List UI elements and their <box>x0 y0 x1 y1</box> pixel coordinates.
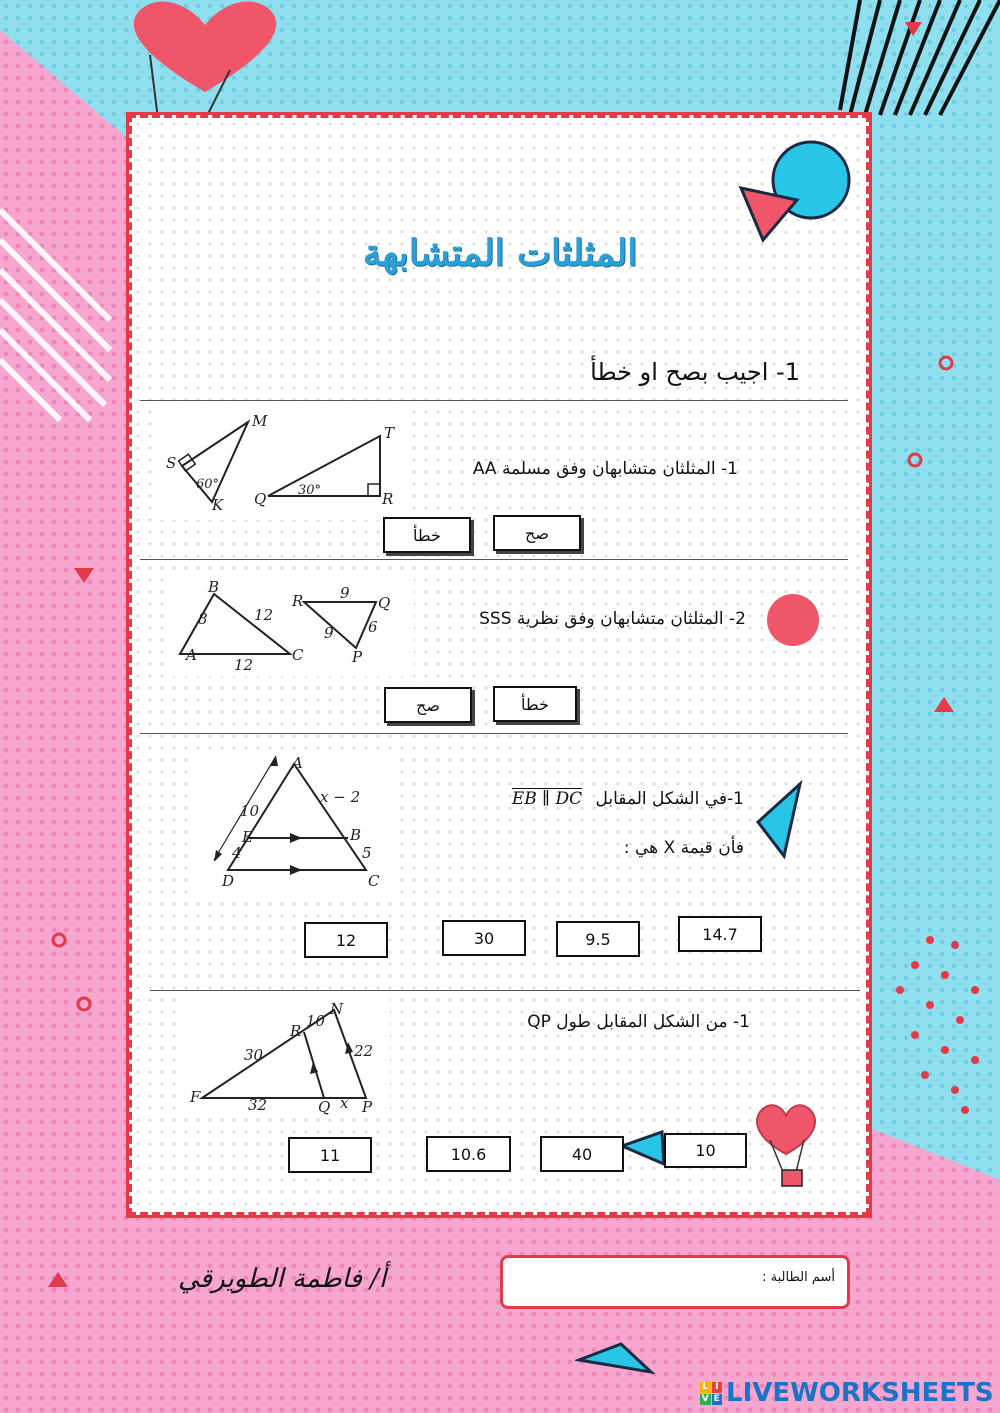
q1-statement: 1- المثلثان متشابهان وفق مسلمة AA <box>472 459 738 479</box>
label-x4: x <box>340 1094 349 1112</box>
q3-option-30[interactable]: 30 <box>442 920 526 956</box>
q3-option-9-5[interactable]: 9.5 <box>556 921 640 957</box>
label-N: N <box>330 1000 344 1018</box>
label-5: 5 <box>362 844 372 862</box>
teacher-signature: أ/ فاطمة الطويرقي <box>178 1264 387 1294</box>
divider <box>140 733 848 734</box>
brand-name: LIVEWORKSHEETS <box>726 1378 994 1408</box>
label-A3: A <box>292 754 303 772</box>
label-10: 10 <box>240 802 260 820</box>
section-heading: 1- اجيب بصح او خطأ <box>590 358 800 386</box>
label-R2: R <box>292 592 304 610</box>
circle-decoration <box>765 592 821 648</box>
label-12a: 12 <box>254 606 274 624</box>
label-60: 60° <box>196 477 220 492</box>
q3-parallel-notation: EB ∥ DC <box>511 789 583 809</box>
q4-option-11[interactable]: 11 <box>288 1137 372 1173</box>
q2-option-true[interactable]: صح <box>384 687 472 723</box>
q4-option-10[interactable]: 10 <box>664 1133 747 1168</box>
balloon-heart-decoration <box>748 1100 823 1192</box>
q4-statement: 1- من الشكل المقابل طول QP <box>527 1012 750 1032</box>
label-30: 30° <box>298 483 322 498</box>
divider <box>140 400 848 401</box>
q3-triangle-figure <box>190 752 398 896</box>
student-name-label: أسم الطالبة : <box>762 1270 835 1285</box>
label-30-4: 30 <box>244 1046 264 1064</box>
label-M: M <box>252 412 268 430</box>
q1-triangles-figure <box>158 410 408 520</box>
label-10-4: 10 <box>306 1012 326 1030</box>
label-D: D <box>222 872 235 890</box>
label-T: T <box>384 424 395 442</box>
q2-statement: 2- المثلثان متشابهان وفق نظرية SSS <box>479 609 746 629</box>
label-C3: C <box>368 872 380 890</box>
q1-option-true[interactable]: صح <box>493 515 581 551</box>
label-22: 22 <box>354 1042 374 1060</box>
q4-option-40[interactable]: 40 <box>540 1136 624 1172</box>
divider <box>150 990 860 991</box>
divider <box>140 559 848 560</box>
liveworksheets-logo[interactable] <box>700 1378 994 1408</box>
label-C: C <box>292 646 304 664</box>
label-K: K <box>212 496 224 514</box>
label-R: R <box>382 490 394 508</box>
label-A: A <box>186 646 197 664</box>
q3-option-14-7[interactable]: 14.7 <box>678 916 762 952</box>
label-Q: Q <box>254 490 267 508</box>
label-32: 32 <box>248 1096 268 1114</box>
q2-option-false[interactable]: خطأ <box>493 686 577 722</box>
logo-mark-icon: L I V E <box>700 1382 722 1404</box>
label-9a: 9 <box>340 584 350 602</box>
triangle-decoration-small <box>618 1128 670 1168</box>
q4-option-10-6[interactable]: 10.6 <box>426 1136 511 1172</box>
triangle-decoration <box>754 780 806 860</box>
label-Q2: Q <box>378 594 391 612</box>
student-name-box[interactable] <box>500 1255 850 1309</box>
triangle-decoration-bottom <box>575 1340 655 1376</box>
label-12b: 12 <box>234 656 254 674</box>
q2-triangles-figure <box>170 576 414 676</box>
label-F: F <box>190 1088 201 1106</box>
q3-line2: فأن قيمة X هي : <box>623 838 744 858</box>
q1-option-false[interactable]: خطأ <box>383 517 471 553</box>
q3-line1 <box>512 789 744 809</box>
label-B3: B <box>350 826 362 844</box>
label-S: S <box>166 454 177 472</box>
q3-option-12[interactable]: 12 <box>304 922 388 958</box>
label-B: B <box>208 578 220 596</box>
label-8: 8 <box>198 610 208 628</box>
page-title: المثلثات المتشابهة <box>362 232 638 274</box>
label-9b: 9 <box>324 624 334 642</box>
q3-line1-prefix: 1-في الشكل المقابل <box>595 789 744 809</box>
label-6: 6 <box>368 618 378 636</box>
label-4: 4 <box>232 844 242 862</box>
label-P4: P <box>362 1098 373 1116</box>
label-P2: P <box>352 648 363 666</box>
label-R4: R <box>290 1022 302 1040</box>
label-x-minus-2: x − 2 <box>320 788 361 806</box>
label-E: E <box>242 828 253 846</box>
q4-triangle-figure <box>180 998 390 1118</box>
label-Q4: Q <box>318 1098 331 1116</box>
